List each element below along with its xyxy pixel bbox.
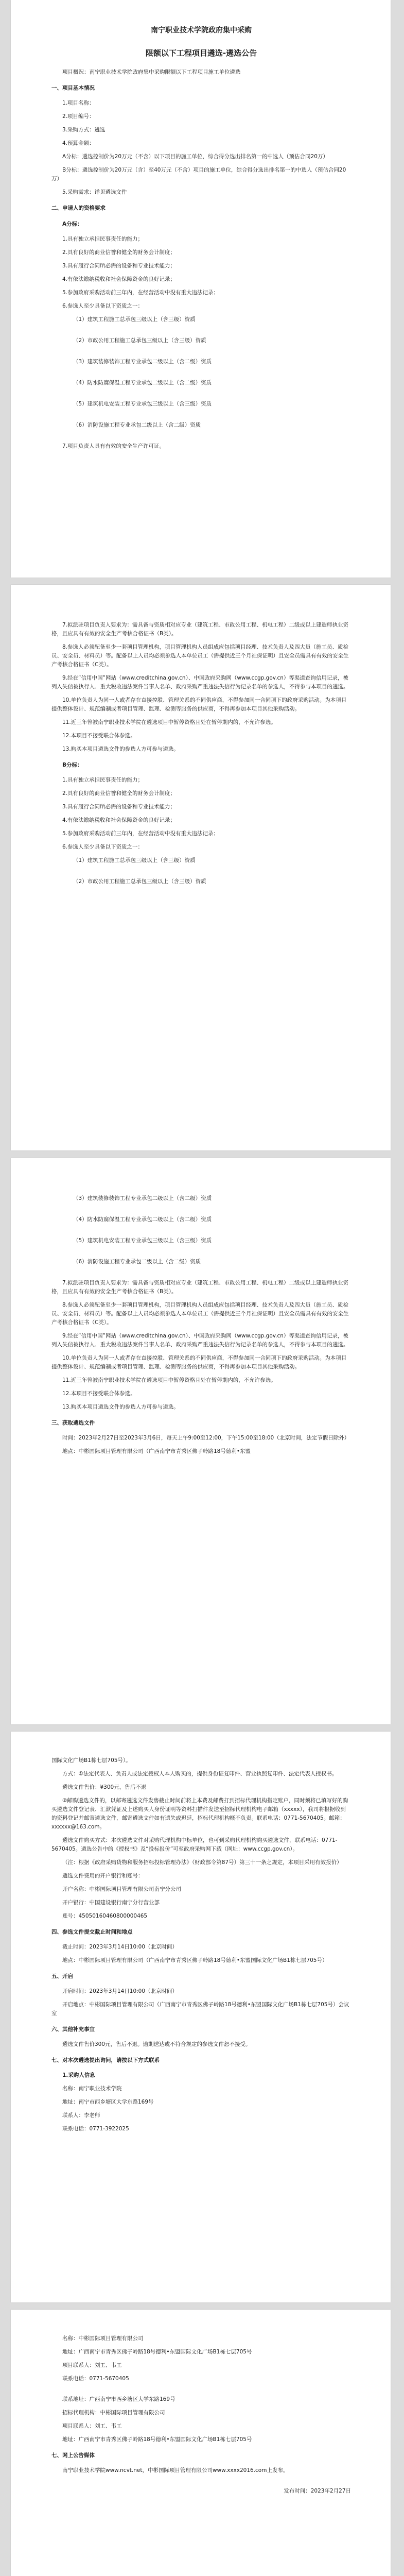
list-item: B分标：遴选控制价为20万元（含）至40万元（不含）项目的施工单位，综合得分选出排名第一的中选人（预估合同20万） — [51, 167, 346, 182]
open-time: 开启时间：2023年3月14日10:00（北京时间） — [62, 1988, 178, 1994]
list-item: 12.本项目不接受联合体参选。 — [62, 733, 136, 739]
list-item: 4.有依法缴纳税收和社会保障资金的良好记录； — [62, 276, 176, 282]
list-item: 8.参选人必须配备至少一套项目管理机构，项目管理机构人员组成应包括项目经理、技术负责人及四大员（施工员、质检员、安全员、材料员）等。配备以上人员均必须参选人本单位员工（需提供近三个月社保证明）且安全员需具有有效的安全生产考核合格证书（C类）。 — [51, 644, 349, 668]
section-heading: 二、申请人的资格要求 — [51, 205, 106, 211]
obtain-time: 时间：2023年2月27日至2023年3月6日，每天上午9:00至12:00，下午15:00至18:00（北京时间，法定节假日除外） — [62, 1435, 350, 1441]
buyer-line: 名称：南宁职业技术学院 — [62, 2086, 122, 2092]
bank-line: 开户银行：中国建设银行南宁分行营业部 — [62, 1900, 160, 1906]
list-item: 3.具有履行合同所必需的设备和专业技术能力； — [62, 804, 176, 810]
list-item: （4）防水防腐保温工程专业承包二级以上（含二级）资质 — [73, 380, 212, 386]
list-item: A分标：遴选控制价为20万元（不含）以下项目的施工单位，综合得分选出排名第一的中选人（预估合同20万） — [62, 154, 328, 160]
list-item: （5）建筑机电安装工程专业承包三级以上（含三级）资质 — [73, 1238, 212, 1244]
list-item: 5.采购需求：详见遴选文件 — [62, 189, 127, 195]
bank-line: 账号：45050160460800000465 — [62, 1913, 148, 1919]
obtain-place-cont: 国际文化广场B1栋七层705号）。 — [51, 1757, 131, 1764]
obtain-place: 地点：中彬国际项目管理有限公司（广西南宁市青秀区佛子岭路18号德利•东盟 — [62, 1448, 251, 1454]
page-4-content — [51, 1756, 351, 2138]
list-item: （3）建筑装修装饰工程专业承包二级以上（含二级）资质 — [73, 1195, 212, 1201]
section-heading: 七、对本次遴选提出询问，请按以下方式联系 — [51, 2057, 160, 2063]
list-item: 7.拟派驻项目负责人要求为：需具备与资质相对应专业（建筑工程、市政公用工程、机电工程）二级或以上建造师执业资格，且应具有有效的安全生产考核合格证书（B类）。 — [51, 1280, 349, 1295]
deadline: 截止时间：2023年3月14日10:00（北京时间） — [62, 1944, 178, 1950]
section-heading: 一、项目基本情况 — [51, 85, 95, 91]
list-item: 方式：①法定代表人、负责人或法定授权人本人购买的，提供身份证复印件、营业执照复印件、法定代表人授权书。 — [62, 1771, 338, 1777]
list-item: 9.经在“信用中国”网站（www.creditchina.gov.cn）、中国政府采购网（www.ccgp.gov.cn）等渠道查询信用记录，被列入失信被执行人、重大税收违法案件当事人名单、政府采购严重违法失信行为记录名单的参选人，不得参与本项目的遴选。 — [51, 1333, 349, 1348]
agent-line: 联系电话：0771-5670405 — [62, 2376, 129, 2382]
list-item: 5.参加政府采购活动前三年内，在经营活动中没有重大违法记录； — [62, 290, 219, 296]
list-item: 遴选文件售价：¥300元，售后不退 — [62, 1784, 147, 1790]
buyer-title: 1.采购人信息 — [62, 2072, 95, 2078]
list-item: 10.单位负责人为同一人或者存在直接控股、管理关系的不同供应商，不得参加同一合同项下的政府采购活动。为本项目提供整体设计、规范编制或者项目管理、监理、检测等服务的供应商，不得再参加本项目其他采购活动。 — [51, 1355, 347, 1370]
list-item: 2.具有良好的商业信誉和健全的财务会计制度； — [62, 249, 176, 256]
page-2-content — [51, 621, 351, 899]
section-heading: 七、网上公告媒体 — [51, 2452, 95, 2459]
list-item: 6.参选人至少具备以下资质之一： — [62, 303, 144, 309]
list-item: 3.具有履行合同所必需的设备和专业技术能力； — [62, 263, 176, 269]
agent-info-line: 招标代理机构：中彬国际项目管理有限公司 — [62, 2410, 165, 2416]
subsection-heading: A分标： — [62, 221, 83, 227]
subsection-heading: B分标： — [62, 762, 83, 768]
list-item: 12.本项目不接受联合体参选。 — [62, 1391, 136, 1397]
list-item: 4.有依法缴纳税收和社会保障资金的良好记录； — [62, 817, 176, 823]
agent-info-line: 项目联系人：刘工、韦工 — [62, 2423, 122, 2429]
buyer-line: 联系人：李老师 — [62, 2112, 100, 2119]
media-info: 南宁职业技术学院www.ncvt.net，中彬国际项目管理有限公司www.xxxx2016.com上发布。 — [62, 2467, 289, 2473]
page-3-content — [51, 1194, 351, 1461]
list-item: 10.单位负责人为同一人或者存在直接控股、管理关系的不同供应商，不得参加同一合同项下的政府采购活动。为本项目提供整体设计、规范编制或者项目管理、监理、检测等服务的供应商，不得再参加本项目其他采购活动。 — [51, 697, 347, 712]
project-intro: 项目概况：南宁职业技术学院政府集中采购限额以下工程项目施工单位遴选 — [62, 69, 241, 75]
document-page-5 — [11, 2310, 391, 2576]
document-title: 南宁职业技术学院政府集中采购 — [151, 26, 252, 35]
list-item: （注：根据《政府采购货物和服务招标投标管理办法》（财政部令第87号）第三十一条之规定，本项目采用有效报价） — [62, 1859, 342, 1866]
deadline-place: 地点：中彬国际项目管理有限公司（广西南宁市青秀区佛子岭路18号德利•东盟国际文化广场B1栋七层705号） — [62, 1957, 328, 1963]
list-item: （3）建筑装修装饰工程专业承包二级以上（含二级）资质 — [73, 359, 212, 365]
list-item: 7.项目负责人具有有效的安全生产许可证。 — [62, 443, 165, 449]
agent-line: 地址：广西南宁市青秀区佛子岭路18号德利•东盟国际文化广场B1栋七层705号 — [62, 2349, 252, 2355]
list-item: ②邮购遴选文件的，以邮寄遴选文件发售截止时间前将上本费及邮费打到招标代理机构指定账户，同时须将已填写好的购买遴选文件登记表、汇款凭证及上述购买人身份证明等资料扫描件发送至招标代理机构电子邮箱（xxxxx），我司将根据收到的资料登记并邮寄遴选文件，邮寄遴选文件如有遗失或迟延，招标代理机构概不负责。联系电话：0771-5670405。邮箱：xxxxxx@163.com。 — [51, 1798, 348, 1830]
list-item: 8.参选人必须配备至少一套项目管理机构，项目管理机构人员组成应包括项目经理、技术负责人及四大员（施工员、质检员、安全员、材料员）等。配备以上人员均必须参选人本单位员工（需提供近三个月社保证明）且安全员需具有有效的安全生产考核合格证书（C类）。 — [51, 1302, 349, 1326]
list-item: 1.项目名称： — [62, 100, 95, 106]
list-item: 11.近三年曾被南宁职业技术学院在遴选项目中暂停资格且处在暂停期内的，不允许参选。 — [62, 719, 276, 725]
list-item: 6.参选人至少具备以下资质之一： — [62, 844, 144, 850]
list-item: （2）市政公用工程施工总承包三级以上（含三级）资质 — [73, 337, 206, 344]
document-page-3 — [11, 1158, 391, 1724]
list-item: 13.购买本项目遴选文件的参选人方可参与遴选。 — [62, 746, 179, 752]
section-heading: 三、获取遴选文件 — [51, 1420, 95, 1426]
list-item: （4）防水防腐保温工程专业承包二级以上（含二级）资质 — [73, 1216, 212, 1223]
open-place: 开启地点：中彬国际项目管理有限公司（广西南宁市青秀区佛子岭路18号德利•东盟国际文化广场B1栋七层705号）会议室 — [51, 2002, 349, 2016]
buyer-line: 联系电话：0771-3922025 — [62, 2126, 129, 2132]
list-item: 5.参加政府采购活动前三年内，在经营活动中没有重大违法记录； — [62, 831, 219, 837]
page-1-content — [51, 68, 351, 455]
document-page-4 — [11, 1732, 391, 2302]
list-item: （6）消防设施工程专业承包二级以上（含二级）资质 — [73, 1259, 201, 1265]
bank-title: 遴选文件费用的开户银行和账号： — [62, 1873, 144, 1879]
section-heading: 六、其他补充事宜 — [51, 2026, 95, 2032]
agent-info-line: 联系地址：广西南宁市西乡塘区大学东路169号 — [62, 2396, 175, 2402]
list-item: （1）建筑工程施工总承包三级以上（含三级）资质 — [73, 316, 196, 323]
section-heading: 五、开启 — [51, 1973, 73, 1979]
buyer-line: 地址：南宁市西乡塘区大学东路169号 — [62, 2099, 154, 2105]
list-item: 1.具有独立承担民事责任的能力； — [62, 777, 144, 783]
list-item: 7.拟派驻项目负责人要求为：需具备与资质相对应专业（建筑工程、市政公用工程、机电工程）二级或以上建造师执业资格，且应具有有效的安全生产考核合格证书（B类）。 — [51, 622, 349, 637]
list-item: 9.经在“信用中国”网站（www.creditchina.gov.cn）、中国政府采购网（www.ccgp.gov.cn）等渠道查询信用记录，被列入失信被执行人、重大税收违法案件当事人名单、政府采购严重违法失信行为记录名单的参选人，不得参与本项目的遴选。 — [51, 675, 349, 690]
bank-line: 开户名称：中彬国际项目管理有限公司南宁分公司 — [62, 1886, 181, 1892]
document-page-2 — [11, 585, 391, 1150]
list-item: 2.项目编号： — [62, 113, 95, 120]
other-info: 遴选文件售价300元，售后不退。逾期送达或不符合规定的参选文件恕不接受。 — [62, 2041, 251, 2047]
page-5-content — [51, 2334, 351, 2496]
list-item: （1）建筑工程施工总承包三级以上（含三级）资质 — [73, 857, 196, 863]
list-item: （6）消防设施工程专业承包二级以上（含二级）资质 — [73, 422, 201, 428]
agent-line: 项目联系人：刘工、韦工 — [62, 2362, 122, 2368]
document-subtitle: 限额以下工程项目遴选-遴选公告 — [145, 48, 257, 58]
document-page-1 — [11, 0, 391, 578]
agent-info-line: 地址：广西南宁市青秀区佛子岭路18号德利•东盟国际文化广场B1栋七层705号 — [62, 2436, 252, 2443]
list-item: 1.具有独立承担民事责任的能力； — [62, 236, 144, 242]
list-item: 3.采购方式：遴选 — [62, 127, 106, 133]
list-item: 11.近三年曾被南宁职业技术学院在遴选项目中暂停资格且处在暂停期内的，不允许参选。 — [62, 1377, 276, 1383]
list-item: （2）市政公用工程施工总承包三级以上（含三级）资质 — [73, 878, 206, 885]
section-heading: 四、参选文件提交截止时间和地点 — [51, 1929, 133, 1935]
list-item: 13.购买本项目遴选文件的参选人方可参与遴选。 — [62, 1404, 179, 1410]
agent-line: 名称：中彬国际项目管理有限公司 — [62, 2335, 144, 2342]
list-item: 4.预算金额： — [62, 140, 95, 146]
publish-date: 发布时间：2023年2月27日 — [284, 2488, 351, 2494]
list-item: 遴选文件购买方式：本次遴选文件对采购代理机构中标单位，也可到采购代理机构购买遴选文件，联系电话：0771-5670405。遴选公告中的《授权书》及“投标报价”可至政府采购网下载（网址：www.ccgp.gov.cn）。 — [51, 1837, 338, 1852]
list-item: 2.具有良好的商业信誉和健全的财务会计制度； — [62, 790, 176, 796]
list-item: （5）建筑机电安装工程专业承包三级以上（含三级）资质 — [73, 401, 212, 407]
